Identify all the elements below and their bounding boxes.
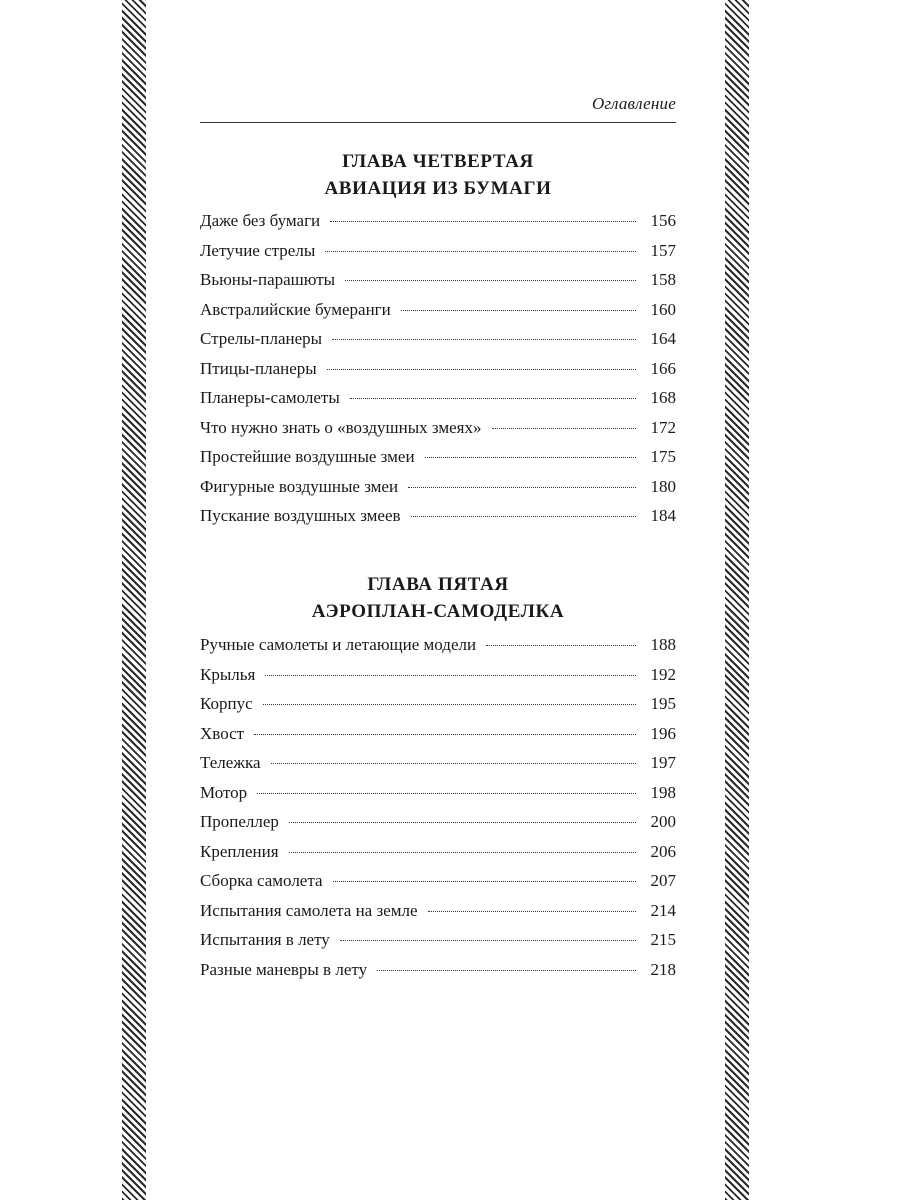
toc-entry-page: 168 xyxy=(650,388,676,407)
dot-leader xyxy=(340,940,636,941)
toc-entry[interactable] xyxy=(200,783,676,813)
toc-entry[interactable] xyxy=(200,241,676,271)
toc-entry-page: 192 xyxy=(650,664,676,684)
toc-entry[interactable] xyxy=(200,418,676,448)
toc-entry-page: 156 xyxy=(650,211,676,230)
dot-leader xyxy=(486,645,636,646)
toc-entry-title: Разные маневры в лету xyxy=(200,959,368,979)
toc-entry-title: Крепления xyxy=(200,841,279,861)
toc-entry-title: Тележка xyxy=(200,753,261,772)
toc-entry[interactable] xyxy=(200,724,676,754)
chapter-4-heading xyxy=(200,148,676,202)
toc-entry[interactable] xyxy=(200,753,676,783)
toc-entry-page: 175 xyxy=(650,447,676,466)
dot-leader xyxy=(289,822,636,823)
running-head: Оглавление xyxy=(591,94,676,113)
toc-entry[interactable] xyxy=(200,812,676,842)
dot-leader xyxy=(377,970,636,971)
toc-entry-page: 207 xyxy=(650,871,676,890)
toc-entry[interactable] xyxy=(200,300,676,330)
toc-entry-title: Пропеллер xyxy=(200,812,279,831)
chapter-4-title: АВИАЦИЯ ИЗ БУМАГИ xyxy=(324,178,552,199)
dot-leader xyxy=(332,339,636,340)
toc-entry-page: 160 xyxy=(650,299,676,319)
dot-leader xyxy=(257,793,636,794)
toc-entry-title: Пускание воздушных змеев xyxy=(200,506,401,525)
dot-leader xyxy=(401,310,636,311)
toc-entry-title: Корпус xyxy=(200,694,253,713)
toc-entry[interactable] xyxy=(200,359,676,389)
toc-entry-page: 206 xyxy=(650,841,676,861)
toc-entry-page: 157 xyxy=(650,240,676,260)
toc-entry-page: 198 xyxy=(650,782,676,802)
toc-entry-page: 200 xyxy=(650,812,676,831)
toc-entry[interactable] xyxy=(200,930,676,960)
toc-entry[interactable] xyxy=(200,506,676,536)
toc-entry-title: Стрелы-планеры xyxy=(200,329,323,348)
toc-entry-page: 184 xyxy=(650,506,676,525)
chapter-5-number: ГЛАВА ПЯТАЯ xyxy=(367,574,509,595)
dot-leader xyxy=(350,398,636,399)
chapter-4-toc xyxy=(200,211,676,536)
chapter-5-title: АЭРОПЛАН-САМОДЕЛКА xyxy=(311,601,565,622)
dot-leader xyxy=(333,881,636,882)
header-rule xyxy=(200,122,676,123)
toc-entry-title: Испытания в лету xyxy=(200,930,330,949)
toc-entry-page: 172 xyxy=(650,417,676,437)
toc-entry-page: 218 xyxy=(650,959,676,979)
dot-leader xyxy=(345,280,636,281)
toc-entry-title: Австралийские бумеранги xyxy=(200,299,391,319)
dot-leader xyxy=(289,852,636,853)
dot-leader xyxy=(327,369,636,370)
left-decorative-border xyxy=(122,0,146,1200)
dot-leader xyxy=(492,428,637,429)
toc-entry-title: Фигурные воздушные змеи xyxy=(200,476,399,496)
toc-entry[interactable] xyxy=(200,901,676,931)
dot-leader xyxy=(428,911,636,912)
toc-entry-title: Ручные самолеты и летающие модели xyxy=(200,635,477,654)
toc-entry-page: 164 xyxy=(650,329,676,348)
toc-entry[interactable] xyxy=(200,960,676,990)
toc-entry-page: 197 xyxy=(650,753,676,772)
toc-entry-title: Летучие стрелы xyxy=(200,240,316,260)
toc-entry-title: Испытания самолета на земле xyxy=(200,900,418,920)
toc-entry-title: Планеры-самолеты xyxy=(200,388,340,407)
toc-entry[interactable] xyxy=(200,871,676,901)
toc-entry-page: 188 xyxy=(650,635,676,654)
toc-entry[interactable] xyxy=(200,388,676,418)
toc-entry[interactable] xyxy=(200,665,676,695)
toc-entry[interactable] xyxy=(200,694,676,724)
toc-entry[interactable] xyxy=(200,211,676,241)
dot-leader xyxy=(254,734,636,735)
dot-leader xyxy=(325,251,636,252)
toc-entry-page: 196 xyxy=(650,723,676,743)
toc-entry-page: 166 xyxy=(650,358,676,378)
toc-entry-page: 180 xyxy=(650,476,676,496)
toc-entry-title: Что нужно знать о «воздушных змеях» xyxy=(200,417,482,437)
dot-leader xyxy=(265,675,636,676)
toc-entry-title: Птицы-планеры xyxy=(200,358,317,378)
toc-entry-title: Сборка самолета xyxy=(200,871,323,890)
toc-entry[interactable] xyxy=(200,635,676,665)
toc-entry-page: 158 xyxy=(650,270,676,289)
chapter-5-heading xyxy=(200,571,676,625)
dot-leader xyxy=(271,763,636,764)
toc-entry-title: Вьюны-парашюты xyxy=(200,270,336,289)
toc-entry[interactable] xyxy=(200,447,676,477)
dot-leader xyxy=(263,704,636,705)
toc-entry-title: Даже без бумаги xyxy=(200,211,321,230)
toc-entry-page: 214 xyxy=(650,900,676,920)
toc-entry[interactable] xyxy=(200,270,676,300)
toc-entry-title: Простейшие воздушные змеи xyxy=(200,447,415,466)
chapter-4-number: ГЛАВА ЧЕТВЕРТАЯ xyxy=(342,151,534,172)
toc-entry-title: Мотор xyxy=(200,782,248,802)
dot-leader xyxy=(330,221,636,222)
toc-entry[interactable] xyxy=(200,477,676,507)
toc-entry[interactable] xyxy=(200,842,676,872)
toc-entry[interactable] xyxy=(200,329,676,359)
dot-leader xyxy=(425,457,636,458)
dot-leader xyxy=(408,487,636,488)
toc-entry-title: Крылья xyxy=(200,664,256,684)
toc-entry-page: 215 xyxy=(650,930,676,949)
chapter-5-toc xyxy=(200,635,676,989)
dot-leader xyxy=(411,516,636,517)
toc-entry-page: 195 xyxy=(650,694,676,713)
toc-entry-title: Хвост xyxy=(200,723,245,743)
right-decorative-border xyxy=(725,0,749,1200)
